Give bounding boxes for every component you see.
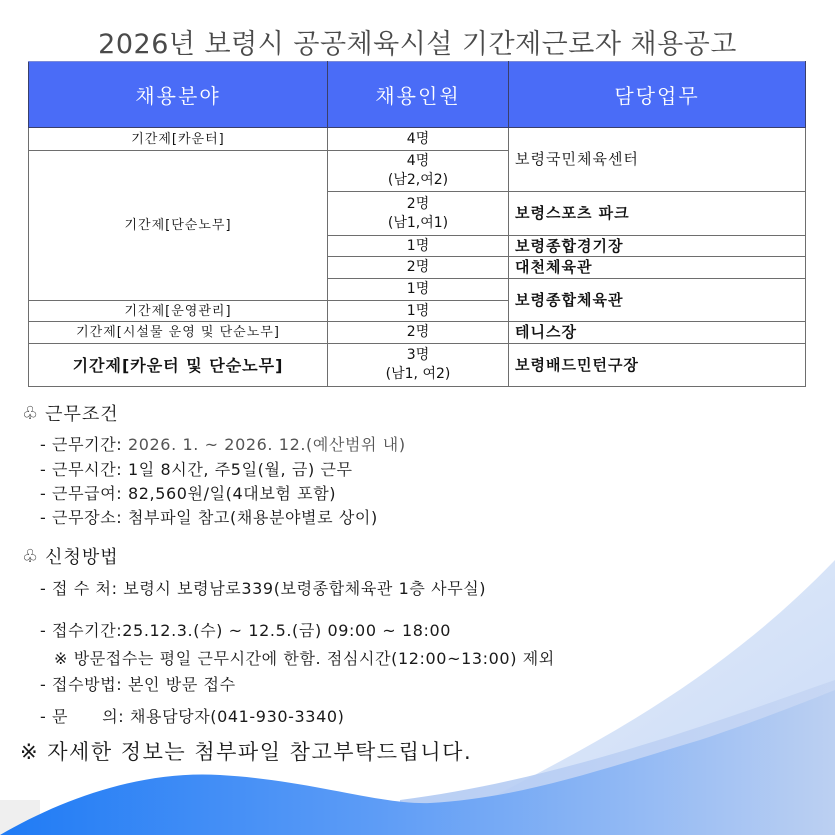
count-cell: 4명 (남2,여2) bbox=[328, 151, 509, 192]
application-contact: - 문 의: 채용담당자(041-930-3340) bbox=[40, 707, 345, 726]
clover-icon: ♧ bbox=[22, 402, 40, 424]
count-cell: 1명 bbox=[328, 279, 509, 301]
count-cell: 2명 bbox=[328, 322, 509, 344]
place-cell: 보령종합체육관 bbox=[509, 279, 806, 322]
place-cell: 테니스장 bbox=[509, 322, 806, 344]
application-note: ※ 방문접수는 평일 근무시간에 한함. 점심시간(12:00~13:00) 제외 bbox=[54, 649, 555, 668]
place-cell: 보령스포츠 파크 bbox=[509, 192, 806, 236]
place-cell: 보령배드민턴구장 bbox=[509, 344, 806, 387]
field-cell: 기간제[단순노무] bbox=[29, 151, 328, 301]
table-header-row bbox=[29, 62, 806, 128]
table-row bbox=[29, 128, 806, 151]
header-duty: 담당업무 bbox=[509, 62, 806, 128]
application-section bbox=[22, 543, 119, 569]
work-hours: - 근무시간: 1일 8시간, 주5일(월, 금) 근무 bbox=[40, 460, 353, 479]
recruitment-table bbox=[28, 61, 806, 387]
footer-note: ※ 자세한 정보는 첨부파일 참고부탁드립니다. bbox=[20, 740, 473, 764]
work-conditions-section bbox=[22, 400, 119, 426]
header-field: 채용분야 bbox=[29, 62, 328, 128]
field-cell: 기간제[카운터] bbox=[29, 128, 328, 151]
application-method: - 접수방법: 본인 방문 접수 bbox=[40, 675, 236, 694]
place-cell: 보령국민체육센터 bbox=[509, 128, 806, 192]
count-cell: 2명 (남1,여1) bbox=[328, 192, 509, 236]
application-place: - 접 수 처: 보령시 보령남로339(보령종합체육관 1층 사무실) bbox=[40, 579, 487, 598]
field-cell: 기간제[카운터 및 단순노무] bbox=[29, 344, 328, 387]
work-location: - 근무장소: 첨부파일 참고(채용분야별로 상이) bbox=[40, 508, 378, 527]
count-cell: 4명 bbox=[328, 128, 509, 151]
field-cell: 기간제[시설물 운영 및 단순노무] bbox=[29, 322, 328, 344]
field-cell: 기간제[운영관리] bbox=[29, 301, 328, 322]
place-cell: 대천체육관 bbox=[509, 257, 806, 279]
count-cell: 1명 bbox=[328, 236, 509, 257]
work-conditions-heading: ♧ 근무조건 bbox=[22, 402, 119, 425]
place-cell: 보령종합경기장 bbox=[509, 236, 806, 257]
work-pay: - 근무급여: 82,560원/일(4대보험 포함) bbox=[40, 484, 337, 503]
application-heading: ♧ 신청방법 bbox=[22, 545, 119, 568]
count-cell: 3명 (남1, 여2) bbox=[328, 344, 509, 387]
count-cell: 1명 bbox=[328, 301, 509, 322]
application-period: - 접수기간:25.12.3.(수) ~ 12.5.(금) 09:00 ~ 18:00 bbox=[40, 621, 452, 640]
header-count: 채용인원 bbox=[328, 62, 509, 128]
page-title: 2026년 보령시 공공체육시설 기간제근로자 채용공고 bbox=[98, 29, 737, 60]
count-cell: 2명 bbox=[328, 257, 509, 279]
clover-icon: ♧ bbox=[22, 545, 40, 567]
table-row bbox=[29, 322, 806, 344]
work-period: - 근무기간: 2026. 1. ~ 2026. 12.(예산범위 내) bbox=[40, 435, 406, 454]
table-row bbox=[29, 344, 806, 387]
